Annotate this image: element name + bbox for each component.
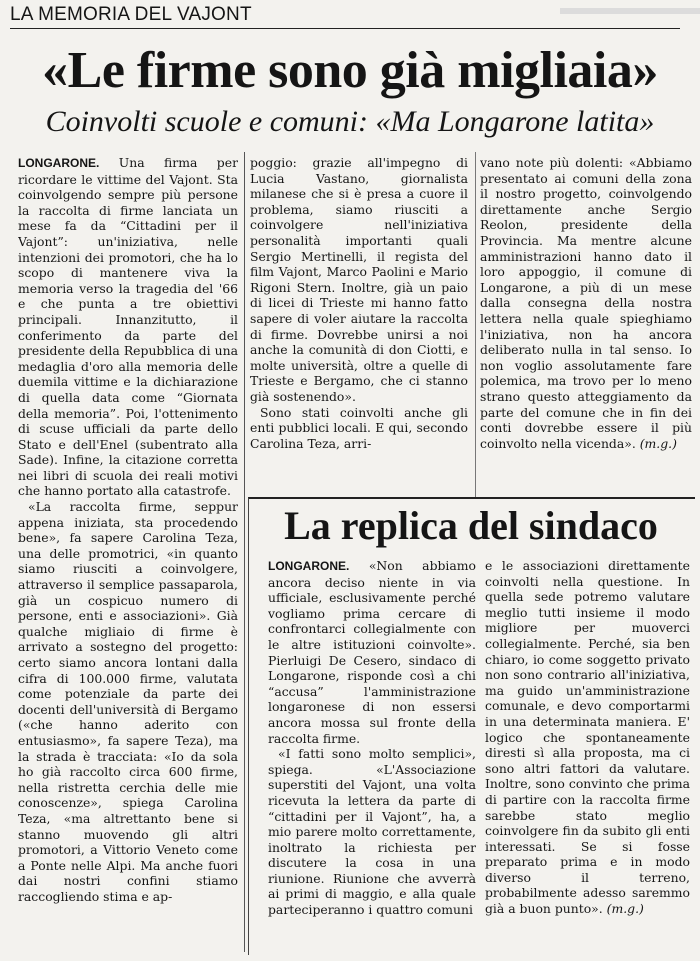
headline: «Le firme sono già migliaia» [42,42,658,99]
article-paragraph: Sono stati coinvolti anche gli enti pubblici locali. E qui, secondo Carolina Teza, arri- [250,404,468,451]
article-column-3 [480,155,692,500]
article-paragraph [480,155,692,451]
replica-dateline: LONGARONE. [268,559,350,573]
replica-paragraph: «I fatti sono molto semplici», spiega. «L'Associazione superstiti del Vajont, una volta ricevuta la lettera da parte di “cittadini per il Vajont”, ha, a mio parere molto correttamente, inoltrato la richiesta per discutere la cosa in una riunione. Riunione che avverrà ai primi di maggio, e alla quale parteciperanno i quattro comuni [268,746,476,918]
replica-text: «Non abbiamo ancora deciso niente in via ufficiale, esclusivamente perché vogliamo prima cercare di confrontarci collegialmente con le altre istituzioni coinvolte». Pierluigi De Cesero, sindaco di Longarone, risponde così a chi “accusa” l'amministrazione longaronese di non essersi ancora mossa sul fronte della raccolta firme. [268,558,476,746]
column-divider [244,152,245,952]
article-text: Una firma per ricordare le vittime del Vajont. Sta coinvolgendo sempre più persone la raccolta di firme lanciata un mese fa da “Cittadini per il Vajont”: un'iniziativa, nelle intenzioni dei promotori, che ha lo scopo di mantenere viva la memoria verso la tragedia del '66 e che punta a tre obiettivi principali. Innanzitutto, il conferimento da parte del presidente della Repubblica di una medaglia d'oro alla memoria delle duemila vittime e la dichiarazione di quella data come “Giornata della memoria”. Poi, l'ottenimento di scuse ufficiali da parte dello Stato e dell'Enel (subentrato alla Sade). Infine, la citazione corretta nei libri di scuola dei reali motivi che hanno portato alla catastrofe. [18,155,238,499]
article-column-1 [18,155,238,955]
article-dateline: LONGARONE. [18,156,100,170]
replica-column-1 [268,558,476,950]
replica-signature: (m.g.) [606,901,644,917]
column-divider [475,152,476,497]
article-paragraph: poggio: grazie all'impegno di Lucia Vastano, giornalista milanese che si è presa a cuore il problema, siamo riusciti a coinvolgere nell'iniziativa personalità importanti quali Sergio Mertinelli, il regista del film Vajont, Marco Paolini e Mario Rigoni Stern. Inoltre, già un paio di licei di Trieste mi hanno fatto sapere di voler aiutare la raccolta di firme. Dovrebbe unirsi a noi anche la comunità di don Ciotti, e molte università, oltre a quelle di Trieste e Bergamo, che ci stanno già sostenendo». [250,155,468,404]
article-column-2 [250,155,468,500]
replica-paragraph [268,558,476,746]
replica-title: La replica del sindaco [284,503,658,548]
subheadline: Coinvolti scuole e comuni: «Ma Longarone latita» [45,105,655,138]
article-signature: (m.g.) [639,435,677,451]
article-paragraph [18,155,238,499]
replica-column-2 [485,558,690,950]
article-text: vano note più dolenti: «Abbiamo presentato ai comuni della zona il nostro progetto, coinvolgendo direttamente anche Sergio Reolon, presidente della Provincia. Ma mentre alcune amministrazioni hanno dato il loro appoggio, il comune di Longarone, a più di un mese dalla consegna della nostra lettera nella quale spieghiamo l'iniziativa, non ha ancora deliberato nulla in tal senso. Io non voglio assolutamente fare polemica, ma trovo per lo meno strano questo atteggiamento da parte del comune che in fin dei conti dovrebbe essere il più coinvolto nella vicenda». [480,155,692,451]
section-kicker: LA MEMORIA DEL VAJONT [10,4,680,29]
replica-text: e le associazioni direttamente coinvolti nella questione. In quella sede potremo valutare meglio tutti insieme il modo migliore per muoverci collegialmente. Perché, sia ben chiaro, io come soggetto privato non sono contrario all'iniziativa, ma guido un'amministrazione comunale, e devo comportarmi in una determinata maniera. E' logico che spontaneamente diresti sì alla proposta, ma ci sono altri fattori da valutare. Inoltre, sono convinto che prima di partire con la raccolta firme sarebbe stato meglio coinvolgere fin da subito gli enti interessati. Se si fosse preparato prima e in modo diverso il terreno, probabilmente adesso saremmo già a buon punto». [485,558,690,917]
article-paragraph: «La raccolta firme, seppur appena iniziata, sta procedendo bene», fa sapere Carolina Teza, una delle promotrici, «in quanto siamo riusciti a coinvolgere, attraverso il semplice passaparola, già un cospicuo numero di persone, enti e associazioni». Già qualche migliaio di firme è arrivato a sostegno del progetto: certo siamo ancora lontani dalla cifra di 100.000 firme, valutata come potenziale da parte dei docenti dell'università di Bergamo («che hanno aderito con entusiasmo», fa sapere Teza), ma la strada è tracciata: «Io da sola ho già raccolto circa 600 firme, nella ristretta cerchia delle mie conoscenze», spiega Carolina Teza, «ma altrettanto bene si stanno muovendo gli altri promotori, a Vittorio Veneto come a Ponte nelle Alpi. Ma anche fuori dai nostri confini stiamo raccogliendo stima e ap- [18,499,238,904]
replica-paragraph [485,558,690,917]
